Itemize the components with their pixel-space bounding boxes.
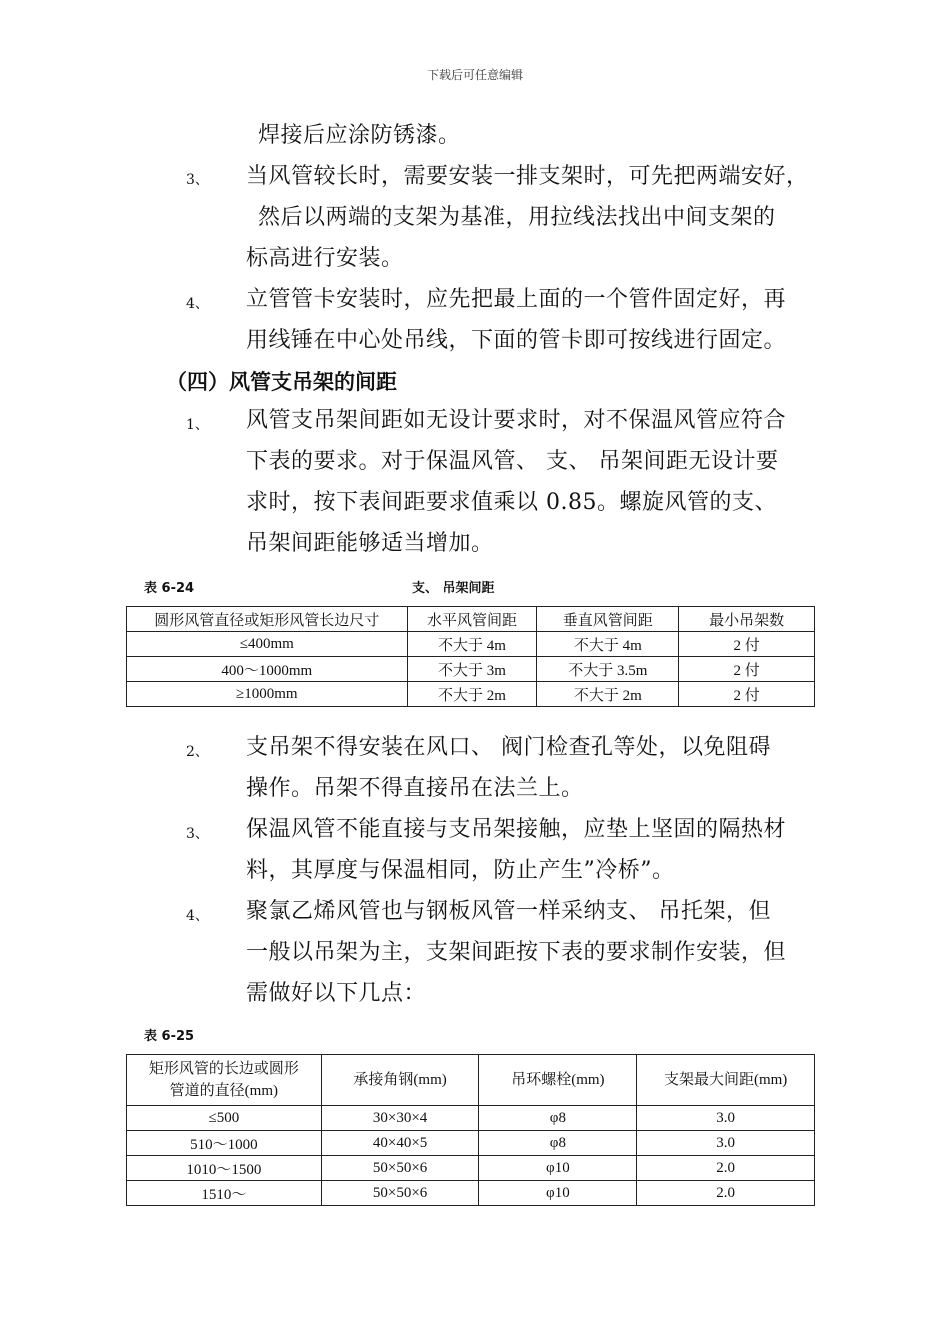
list-number: 2、: [186, 744, 209, 760]
paragraph-line: 标高进行安装。: [246, 246, 404, 271]
table-header-cell: 承接角钢(mm): [321, 1055, 479, 1106]
table-cell: 2.0: [637, 1181, 815, 1206]
table-row: [127, 1131, 815, 1156]
paragraph-line: 立管管卡安装时，应先把最上面的一个管件固定好，再: [246, 287, 787, 312]
page-header: 下载后可任意编辑: [426, 68, 523, 82]
table-cell: 1010～1500: [127, 1156, 322, 1181]
table-header-row: [127, 607, 815, 632]
table-row: [127, 682, 815, 707]
list-number: 3、: [186, 172, 209, 188]
table-label: 表 6-25: [144, 1029, 195, 1044]
table-header-row: [127, 1055, 815, 1106]
paragraph-line: 吊架间距能够适当增加。: [246, 531, 494, 556]
paragraph-line: 焊接后应涂防锈漆。: [258, 123, 461, 148]
table-label: 表 6-24: [144, 581, 195, 596]
table-cell: 不大于 2m: [537, 682, 679, 707]
table-row: [127, 1106, 815, 1131]
list-number: 1、: [186, 417, 209, 433]
table-cell: ≤400mm: [127, 632, 408, 657]
table-cell: 不大于 4m: [407, 632, 537, 657]
table-cell: 30×30×4: [321, 1106, 479, 1131]
table-cell: 不大于 3.5m: [537, 657, 679, 682]
table-cell: 不大于 2m: [407, 682, 537, 707]
table-cell: ≥1000mm: [127, 682, 408, 707]
paragraph-line: 风管支吊架间距如无设计要求时，对不保温风管应符合: [246, 408, 787, 433]
header-line: 矩形风管的长边或圆形: [148, 1061, 299, 1077]
table-row: [127, 632, 815, 657]
list-number: 4、: [186, 908, 209, 924]
table-title: 支、 吊架间距: [412, 581, 495, 596]
table-header-cell: 吊环螺栓(mm): [479, 1055, 637, 1106]
table-header-cell: 支架最大间距(mm): [637, 1055, 815, 1106]
pvc-duct-table: [126, 1054, 815, 1206]
table-header-cell: 圆形风管直径或矩形风管长边尺寸: [127, 607, 408, 632]
table-cell: 不大于 4m: [537, 632, 679, 657]
table-cell: 40×40×5: [321, 1131, 479, 1156]
table-cell: 不大于 3m: [407, 657, 537, 682]
paragraph-line: 用线锤在中心处吊线，下面的管卡即可按线进行固定。: [246, 328, 787, 353]
paragraph-line: 保温风管不能直接与支吊架接触，应垫上坚固的隔热材: [246, 817, 787, 842]
paragraph-line: 聚氯乙烯风管也与钢板风管一样采纳支、 吊托架，但: [246, 899, 771, 924]
table-cell: φ8: [479, 1106, 637, 1131]
table-row: [127, 1156, 815, 1181]
paragraph-line: 料，其厚度与保温相同，防止产生”冷桥”。: [246, 858, 675, 883]
table-cell: φ10: [479, 1181, 637, 1206]
list-number: 4、: [186, 296, 209, 312]
section-title: （四）风管支吊架的间距: [166, 369, 397, 394]
table-header-cell: 最小吊架数: [679, 607, 815, 632]
table-cell: 2.0: [637, 1156, 815, 1181]
table-header-cell: [127, 1055, 322, 1106]
list-number: 3、: [186, 826, 209, 842]
table-row: [127, 657, 815, 682]
table-cell: 3.0: [637, 1106, 815, 1131]
paragraph-line: 求时，按下表间距要求值乘以 0.85。螺旋风管的支、: [246, 490, 777, 515]
header-line: 管道的直径(mm): [169, 1083, 278, 1099]
paragraph-line: 需做好以下几点：: [246, 981, 427, 1006]
table-cell: 3.0: [637, 1131, 815, 1156]
table-cell: 400～1000mm: [127, 657, 408, 682]
paragraph-line: 操作。吊架不得直接吊在法兰上。: [246, 776, 584, 801]
table-cell: 50×50×6: [321, 1156, 479, 1181]
paragraph-line: 下表的要求。对于保温风管、 支、 吊架间距无设计要: [246, 449, 779, 474]
table-cell: 2 付: [679, 657, 815, 682]
table-row: [127, 1181, 815, 1206]
table-cell: 1510～: [127, 1181, 322, 1206]
paragraph-line: 支吊架不得安装在风口、 阀门检查孔等处，以免阻碍: [246, 735, 771, 760]
table-cell: ≤500: [127, 1106, 322, 1131]
table-cell: 2 付: [679, 632, 815, 657]
table-cell: 50×50×6: [321, 1181, 479, 1206]
table-cell: φ8: [479, 1131, 637, 1156]
table-cell: φ10: [479, 1156, 637, 1181]
paragraph-line: 当风管较长时，需要安装一排支架时，可先把两端安好，: [246, 164, 809, 189]
paragraph-line: 然后以两端的支架为基准，用拉线法找出中间支架的: [258, 205, 776, 230]
table-cell: 510～1000: [127, 1131, 322, 1156]
spacing-table: [126, 606, 815, 707]
table-header-cell: 垂直风管间距: [537, 607, 679, 632]
table-header-cell: 水平风管间距: [407, 607, 537, 632]
table-cell: 2 付: [679, 682, 815, 707]
paragraph-line: 一般以吊架为主，支架间距按下表的要求制作安装，但: [246, 940, 787, 965]
